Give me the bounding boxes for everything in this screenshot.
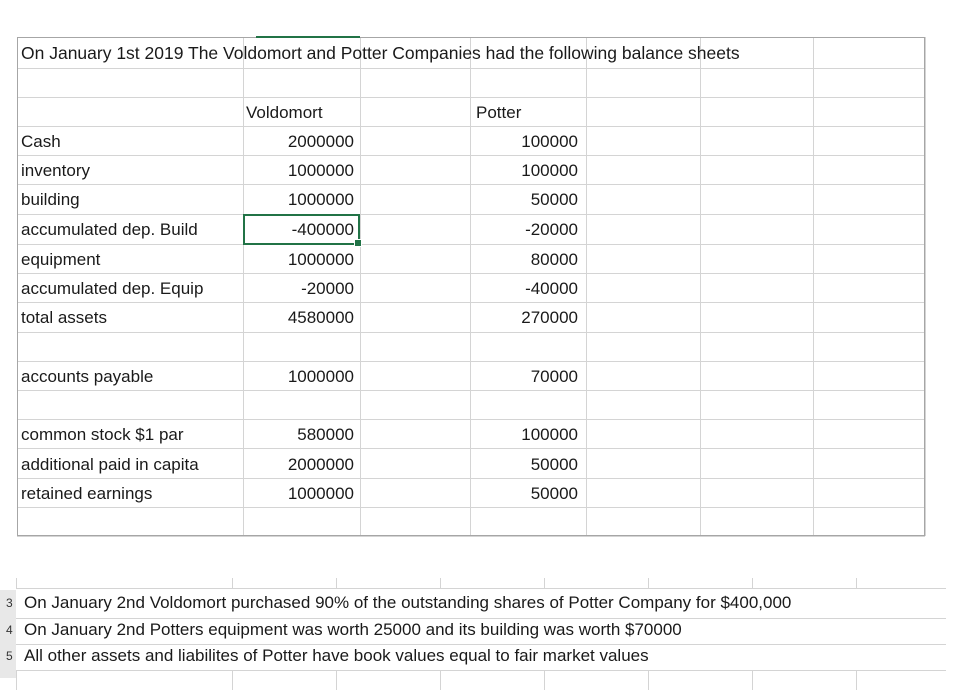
gridline — [16, 588, 946, 589]
cell-potter-accounts-payable[interactable]: 70000 — [530, 367, 578, 386]
gridline — [16, 670, 17, 690]
note-book-values[interactable]: All other assets and liabilites of Potter have book values equal to fair market values — [24, 646, 649, 665]
row-marker-4: 4 — [6, 623, 13, 637]
row-label-cash[interactable]: Cash — [21, 132, 61, 151]
row-label-accounts-payable[interactable]: accounts payable — [21, 367, 154, 386]
cell-potter-accum-dep-equip[interactable]: -40000 — [525, 279, 578, 298]
cell-potter-retained-earnings[interactable]: 50000 — [530, 484, 578, 503]
cell-voldomort-equipment[interactable]: 1000000 — [287, 250, 354, 269]
cell-voldomort-accum-dep-build[interactable]: -400000 — [291, 220, 354, 239]
column-header-potter[interactable]: Potter — [476, 103, 522, 122]
row-label-inventory[interactable]: inventory — [21, 161, 90, 180]
cell-voldomort-cash[interactable]: 2000000 — [287, 132, 354, 151]
row-label-accum-dep-build[interactable]: accumulated dep. Build — [21, 220, 198, 239]
gridline — [232, 578, 233, 588]
gridline — [925, 37, 926, 536]
row-marker-5: 5 — [6, 649, 13, 663]
gridline — [752, 578, 753, 588]
cell-voldomort-building[interactable]: 1000000 — [287, 190, 354, 209]
cell-voldomort-total-assets[interactable]: 4580000 — [287, 308, 354, 327]
cell-potter-cash[interactable]: 100000 — [521, 132, 578, 151]
gridline — [752, 670, 753, 690]
gridline — [544, 578, 545, 588]
gridline — [17, 536, 925, 537]
gridline — [16, 670, 946, 671]
cell-voldomort-apic[interactable]: 2000000 — [287, 455, 354, 474]
active-cell-selection[interactable] — [243, 214, 360, 245]
gridline — [544, 670, 545, 690]
gridline — [16, 618, 946, 619]
gridline — [648, 578, 649, 588]
sheet-title[interactable]: On January 1st 2019 The Voldomort and Potter Companies had the following balance sheets — [21, 43, 740, 63]
gridline — [440, 578, 441, 588]
cell-potter-total-assets[interactable]: 270000 — [521, 308, 578, 327]
row-label-retained-earnings[interactable]: retained earnings — [21, 484, 153, 503]
gridline — [336, 670, 337, 690]
row-label-accum-dep-equip[interactable]: accumulated dep. Equip — [21, 279, 204, 298]
cell-potter-equipment[interactable]: 80000 — [530, 250, 578, 269]
gridline — [232, 670, 233, 690]
note-purchase[interactable]: On January 2nd Voldomort purchased 90% of the outstanding shares of Potter Company for $400,000 — [24, 593, 792, 612]
gridline — [440, 670, 441, 690]
gridline — [16, 644, 946, 645]
cell-voldomort-retained-earnings[interactable]: 1000000 — [287, 484, 354, 503]
fill-handle[interactable] — [354, 239, 362, 247]
row-label-common-stock[interactable]: common stock $1 par — [21, 425, 184, 444]
note-fair-values[interactable]: On January 2nd Potters equipment was worth 25000 and its building was worth $70000 — [24, 620, 682, 639]
gridline — [16, 578, 17, 588]
row-label-total-assets[interactable]: total assets — [21, 308, 107, 327]
cell-voldomort-accum-dep-equip[interactable]: -20000 — [301, 279, 354, 298]
row-label-apic[interactable]: additional paid in capita — [21, 455, 199, 474]
cell-voldomort-inventory[interactable]: 1000000 — [287, 161, 354, 180]
row-label-equipment[interactable]: equipment — [21, 250, 101, 269]
cell-potter-building[interactable]: 50000 — [530, 190, 578, 209]
gridline — [336, 578, 337, 588]
cell-voldomort-accounts-payable[interactable]: 1000000 — [287, 367, 354, 386]
gridline — [648, 670, 649, 690]
cell-potter-apic[interactable]: 50000 — [530, 455, 578, 474]
column-header-accent — [256, 36, 360, 38]
gridline — [856, 670, 857, 690]
cell-voldomort-common-stock[interactable]: 580000 — [297, 425, 354, 444]
row-label-building[interactable]: building — [21, 190, 80, 209]
gridline — [856, 578, 857, 588]
cell-potter-accum-dep-build[interactable]: -20000 — [525, 220, 578, 239]
cell-potter-common-stock[interactable]: 100000 — [521, 425, 578, 444]
row-marker-3: 3 — [6, 596, 13, 610]
column-header-voldomort[interactable]: Voldomort — [246, 103, 323, 122]
cell-potter-inventory[interactable]: 100000 — [521, 161, 578, 180]
